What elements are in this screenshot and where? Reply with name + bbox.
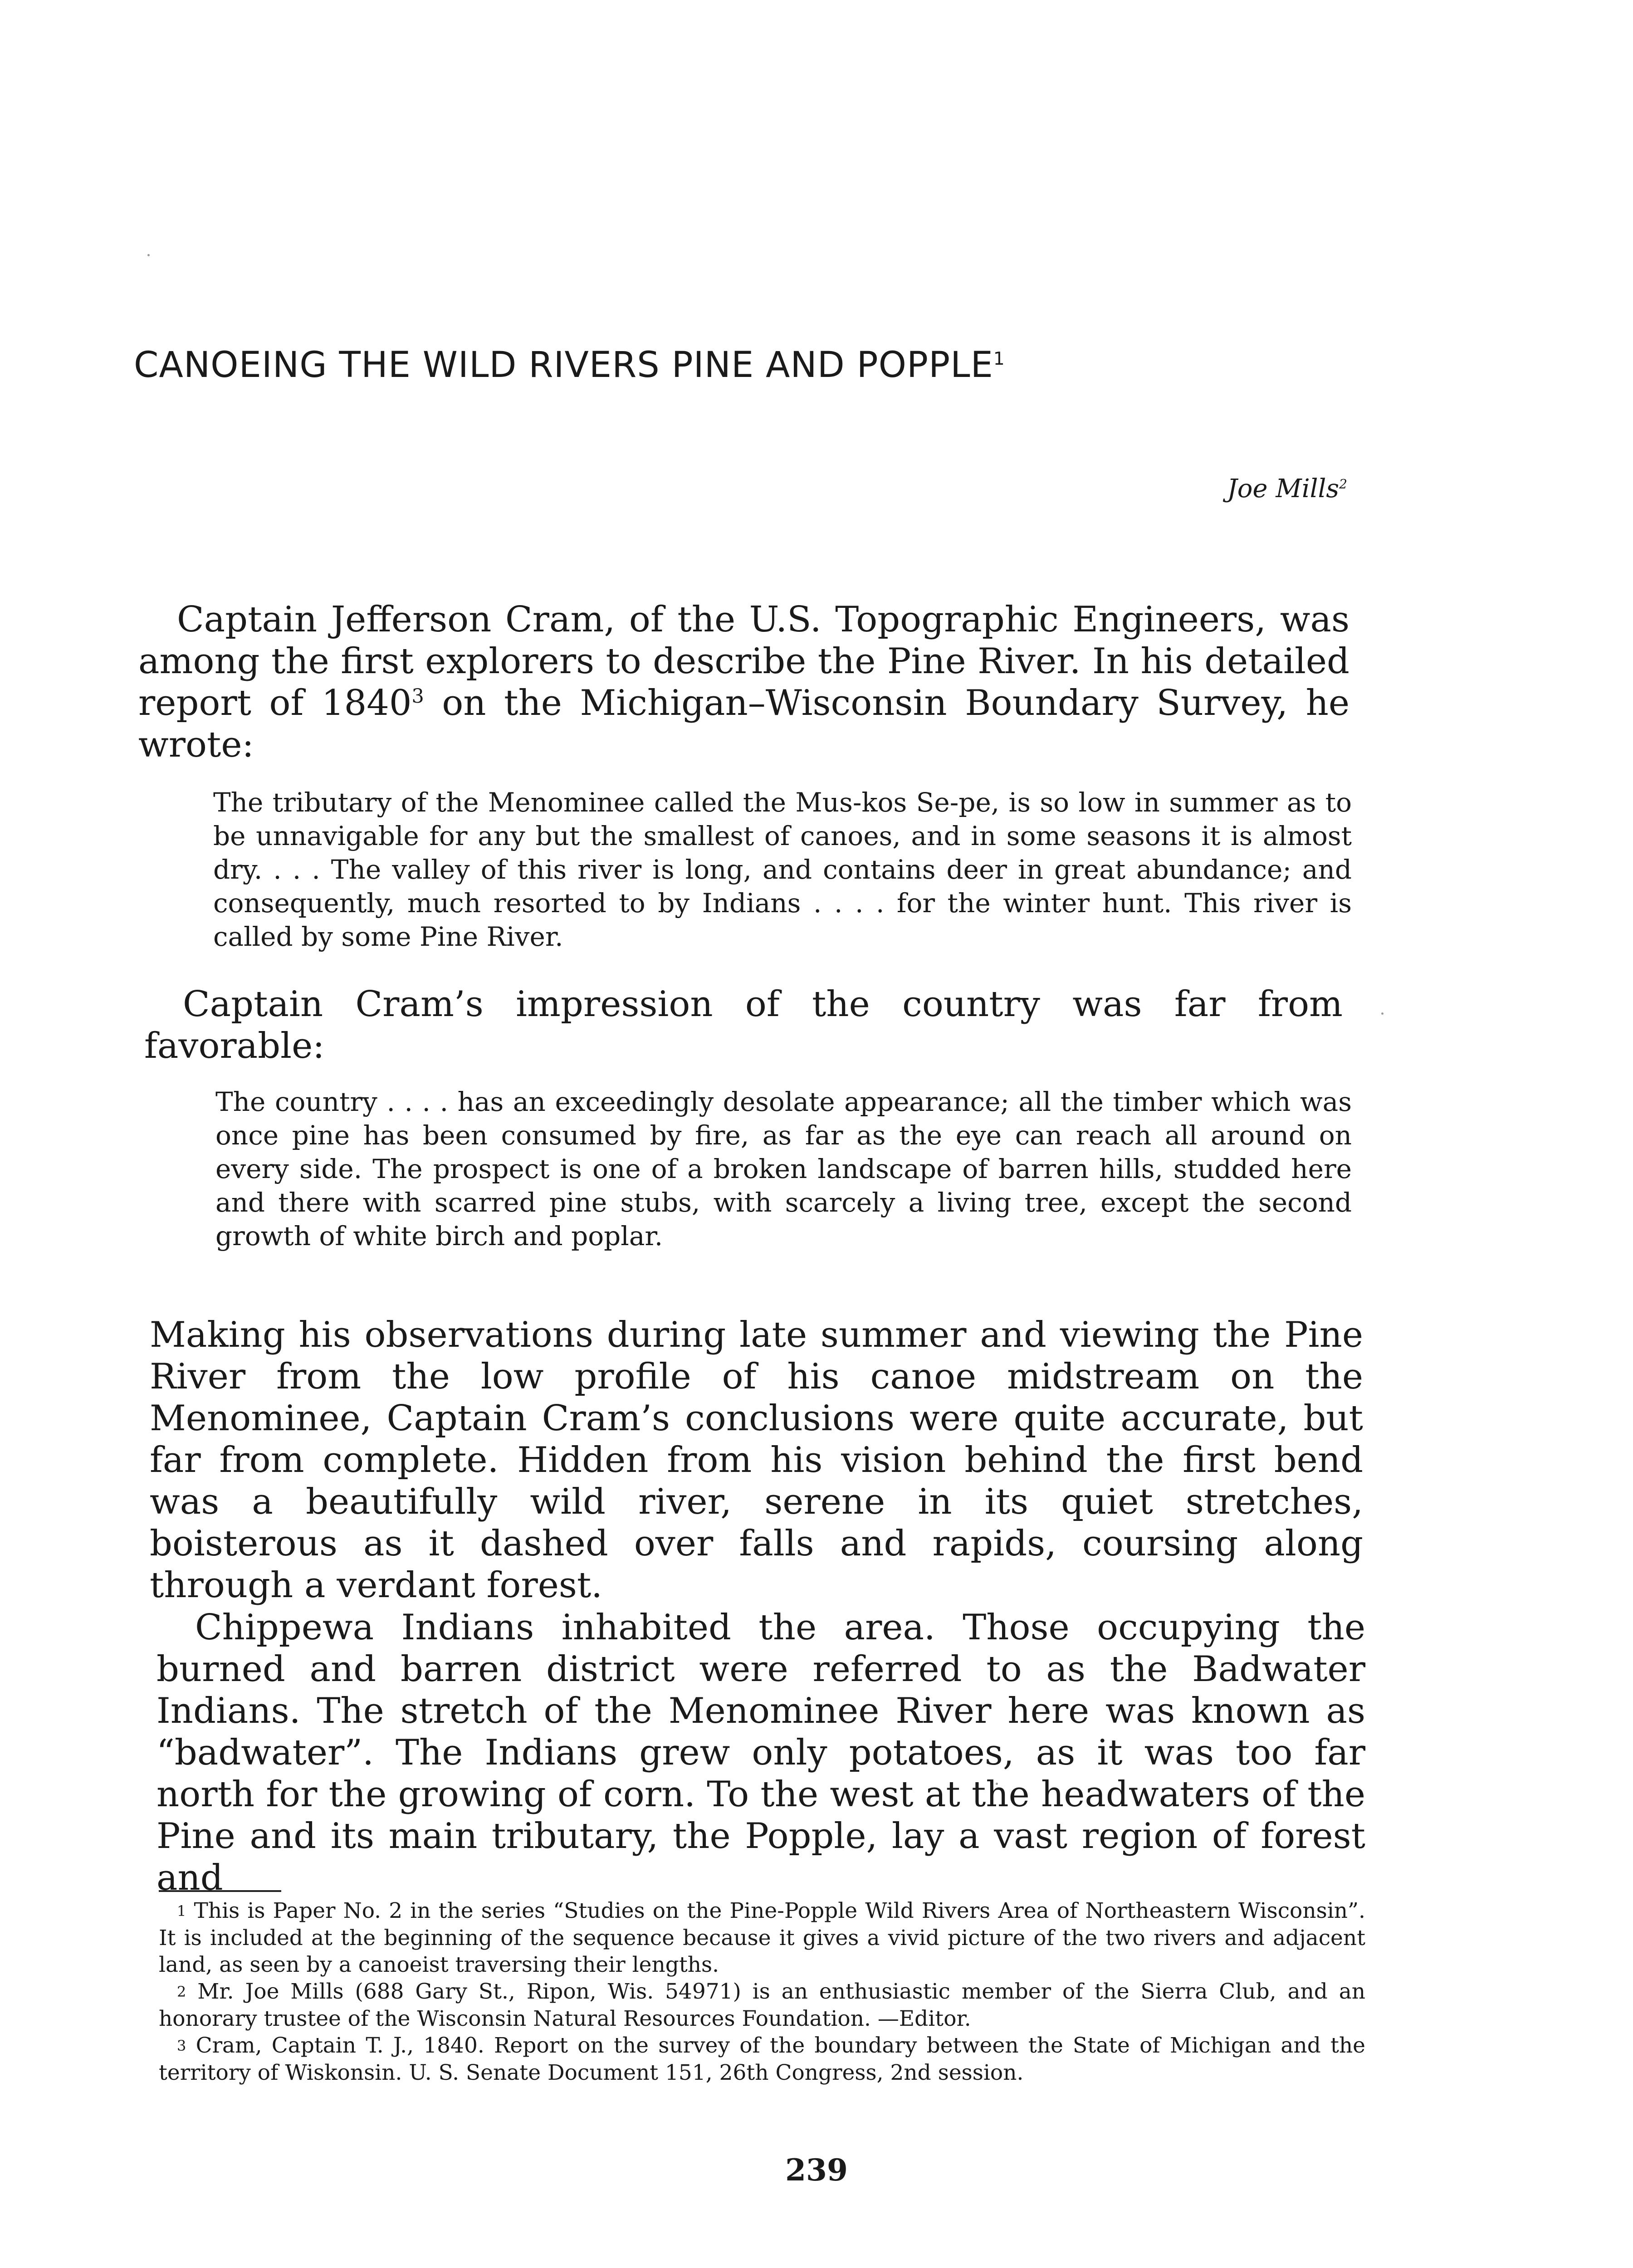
paragraph-1-tail: on the Michigan–Wisconsin Boundary Survey, he wrote: [138,683,1349,765]
author-footnote-marker: 2 [1339,476,1347,492]
footnote-3 [159,2032,1365,2086]
article-title-text: CANOEING THE WILD RIVERS PINE AND POPPLE [134,345,993,386]
footnote-2 [159,1978,1365,2032]
footnote-1-number: 1 [177,1902,186,1920]
body-paragraph-4: Chippewa Indians inhabited the area. Those occupying the burned and barren district were referred to as the Badwater Indians. The stretch of the Menominee River here was known as “badwater”. The Indians grew only potatoes, as it was too far north for the growing of corn. To the west at the headwaters of the Pine and its main tributary, the Popple, lay a vast region of forest and [156,1607,1365,1898]
author-byline [1111,474,1347,503]
body-paragraph-3: Making his observations during late summer and viewing the Pine River from the low profile of his canoe midstream on the Menominee, Captain Cram’s conclusions were quite accurate, but far from complete. Hidden from his vision behind the first bend was a beautifully wild river, serene in its quiet stretches, boisterous as it dashed over falls and rapids, coursing along through a verdant forest. [150,1315,1363,1606]
footnote-2-text: Mr. Joe Mills (688 Gary St., Ripon, Wis. 54971) is an enthusiastic member of the Sierra Club, and an honorary trustee of the Wisconsin Natural Resources Foundation. —Editor. [159,1979,1365,2031]
body-paragraph-2: Captain Cram’s impression of the country was far from favorable: [144,984,1343,1066]
footnote-3-number: 3 [177,2037,186,2054]
title-footnote-marker: 1 [993,349,1005,369]
footnote-1 [159,1897,1365,1978]
page-number: 239 [785,2152,848,2188]
author-name: Joe Mills [1227,474,1340,503]
footnote-3-text: Cram, Captain T. J., 1840. Report on the survey of the boundary between the State of Michigan and the territory of Wiskonsin. U. S. Senate Document 151, 26th Congress, 2nd session. [159,2033,1365,2085]
block-quote-2: The country . . . . has an exceedingly desolate appearance; all the timber which was once pine has been consumed by fire, as far as the eye can reach all around on every side. The prospect is one of a broken landscape of barren hills, studded here and there with scarred pine stubs, with scarcely a living tree, except the second growth of white birch and poplar. [215,1086,1352,1251]
article-title [134,345,1404,386]
block-quote-1: The tributary of the Menominee called the Mus-kos Se-pe, is so low in summer as to be unnavigable for any but the smallest of canoes, and in some seasons it is almost dry. . . . The valley of this river is long, and contains deer in great abundance; and consequently, much resorted to by Indians . . . . for the winter hunt. This river is called by some Pine River. [213,787,1352,952]
footnote-1-text: This is Paper No. 2 in the series “Studies on the Pine-Popple Wild Rivers Area of Northeastern Wisconsin”. It is included at the beginning of the sequence because it gives a vivid picture of the two rivers and adjacent land, as seen by a canoeist traversing their lengths. [159,1898,1365,1977]
body-paragraph-1 [138,599,1349,766]
paragraph-1-text: Captain Jefferson Cram, of the U.S. Topographic Engineers, was among the first explorers to describe the Pine River. In his detailed report of 1840 [138,599,1349,723]
report-footnote-marker: 3 [411,685,424,708]
footnote-separator [159,1890,281,1892]
scan-speck [147,254,150,256]
footnote-2-number: 2 [177,1983,186,2000]
scan-speck [1381,1012,1384,1015]
footnotes-section [159,1897,1365,2086]
